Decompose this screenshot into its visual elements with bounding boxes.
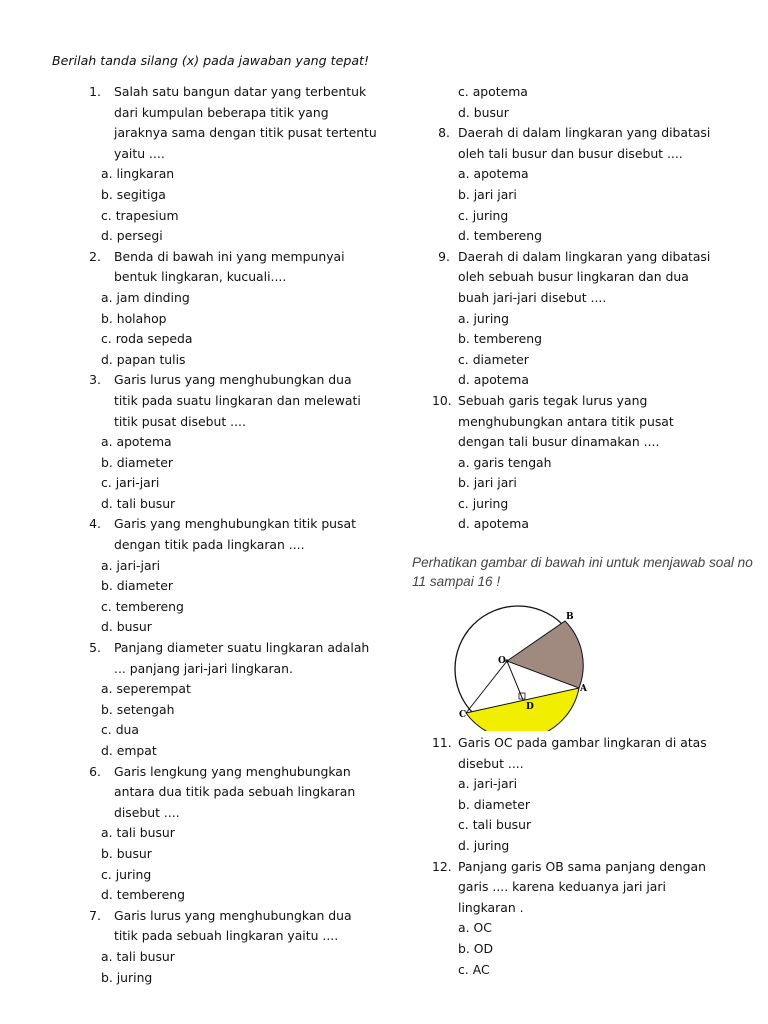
answer-option[interactable]: c. diameter: [458, 351, 529, 367]
answer-option[interactable]: c. AC: [458, 961, 490, 977]
label-a: A: [580, 684, 587, 694]
question-text: Benda di bawah ini yang mempunyai: [114, 248, 345, 264]
question-text: Panjang garis OB sama panjang dengan: [458, 858, 706, 874]
answer-option[interactable]: a. tali busur: [101, 825, 175, 841]
answer-option[interactable]: c. jari-jari: [101, 475, 160, 491]
question-8: [432, 123, 732, 247]
instruction: Berilah tanda silang (x) pada jawaban yang tepat!: [52, 53, 370, 68]
answer-option[interactable]: a. OC: [458, 920, 492, 936]
answer-option[interactable]: d. tembereng: [458, 228, 542, 244]
answer-option[interactable]: b. juring: [101, 969, 153, 985]
question-5: [76, 638, 376, 762]
question-text: dari kumpulan beberapa titik yang: [114, 104, 329, 120]
answer-option[interactable]: a. jari-jari: [101, 557, 161, 573]
answer-option[interactable]: b. diameter: [101, 454, 173, 470]
question-text: ... panjang jari-jari lingkaran.: [114, 660, 293, 676]
answer-option[interactable]: b. setengah: [101, 701, 175, 717]
question-text: disebut ....: [114, 804, 180, 820]
question-text: Garis yang menghubungkan titik pusat: [114, 516, 356, 532]
label-b: B: [566, 612, 574, 622]
answer-option[interactable]: a. lingkaran: [101, 166, 175, 182]
question-1: [76, 82, 376, 247]
answer-option[interactable]: a. seperempat: [101, 681, 191, 697]
center-point: [505, 659, 508, 662]
answer-option[interactable]: d. tali busur: [101, 495, 176, 511]
answer-option[interactable]: c. apotema: [458, 84, 528, 99]
question-text: lingkaran .: [458, 899, 524, 915]
answer-option[interactable]: a. apotema: [458, 166, 529, 182]
question-text: antara dua titik pada sebuah lingkaran: [114, 784, 356, 800]
answer-option[interactable]: d. busur: [101, 619, 152, 635]
answer-option[interactable]: c. roda sepeda: [101, 331, 193, 347]
question-text: bentuk lingkaran, kucuali....: [114, 269, 287, 285]
question-4: [76, 514, 376, 638]
label-d: D: [526, 702, 534, 712]
question-number: 12.: [432, 858, 452, 874]
question-text: oleh tali busur dan busur disebut ....: [458, 145, 683, 161]
answer-option[interactable]: c. juring: [458, 495, 509, 511]
question-text: Sebuah garis tegak lurus yang: [458, 392, 648, 408]
question-text: Garis lengkung yang menghubungkan: [114, 763, 351, 779]
answer-option[interactable]: b. diameter: [458, 796, 530, 812]
question-text: jaraknya sama dengan titik pusat tertentu: [114, 125, 377, 141]
question-text: dengan tali busur dinamakan ....: [458, 434, 660, 450]
answer-option[interactable]: d. apotema: [458, 372, 529, 388]
answer-option[interactable]: c. tali busur: [458, 817, 532, 833]
answer-option[interactable]: b. jari jari: [458, 186, 517, 202]
question-number: 8.: [438, 125, 450, 141]
question-number: 9.: [438, 248, 450, 264]
question-7-continued: [432, 82, 732, 123]
answer-option[interactable]: d. papan tulis: [101, 351, 186, 367]
answer-option[interactable]: d. empat: [101, 743, 157, 758]
answer-option[interactable]: a. jari-jari: [458, 776, 518, 792]
answer-option[interactable]: b. holahop: [101, 310, 167, 326]
question-number: 1.: [89, 84, 101, 99]
question-text: titik pusat disebut ....: [114, 413, 246, 429]
answer-option[interactable]: c. juring: [101, 866, 152, 882]
question-text: oleh sebuah busur lingkaran dan dua: [458, 269, 689, 285]
question-number: 5.: [89, 640, 101, 656]
question-number: 3.: [89, 372, 101, 388]
answer-option[interactable]: c. dua: [101, 722, 140, 738]
question-12: [432, 857, 742, 981]
answer-option[interactable]: a. jam dinding: [101, 289, 190, 305]
question-column-right-lower: [432, 733, 742, 980]
diagram-instruction-note: Perhatikan gambar di bawah ini untuk menjawab soal no 11 sampai 16 !: [412, 555, 753, 589]
question-column-left: [76, 82, 376, 988]
answer-option[interactable]: d. apotema: [458, 516, 529, 532]
question-10: [432, 391, 732, 535]
question-number: 11.: [432, 735, 452, 750]
question-number: 4.: [89, 516, 101, 532]
question-9: [432, 247, 732, 391]
question-text: yaitu ....: [114, 145, 165, 161]
question-column-right: [432, 82, 732, 535]
answer-option[interactable]: b. jari jari: [458, 475, 517, 491]
question-text: Salah satu bangun datar yang terbentuk: [114, 84, 367, 99]
question-number: 10.: [432, 392, 452, 408]
answer-option[interactable]: d. persegi: [101, 228, 163, 244]
answer-option[interactable]: b. diameter: [101, 578, 173, 594]
circle-diagram: [445, 603, 595, 731]
question-number: 7.: [89, 907, 101, 923]
question-11: [432, 733, 742, 857]
answer-option[interactable]: c. juring: [458, 207, 509, 223]
question-text: buah jari-jari disebut ....: [458, 289, 607, 305]
question-6: [76, 762, 376, 906]
answer-option[interactable]: c. trapesium: [101, 207, 179, 223]
answer-option[interactable]: c. tembereng: [101, 598, 184, 614]
question-text: titik pada suatu lingkaran dan melewati: [114, 392, 361, 408]
question-text: menghubungkan antara titik pusat: [458, 413, 674, 429]
question-number: 6.: [89, 763, 101, 779]
question-text: titik pada sebuah lingkaran yaitu ....: [114, 928, 339, 944]
question-text: Garis lurus yang menghubungkan dua: [114, 907, 352, 923]
question-7: [76, 906, 376, 988]
answer-option[interactable]: a. garis tengah: [458, 454, 552, 470]
answer-option[interactable]: b. busur: [101, 845, 152, 861]
label-o: O: [498, 656, 506, 666]
answer-option[interactable]: d. juring: [458, 837, 510, 853]
answer-option[interactable]: b. tembereng: [458, 331, 542, 347]
answer-option[interactable]: b. segitiga: [101, 186, 166, 202]
answer-option[interactable]: a. juring: [458, 310, 510, 326]
question-text: Daerah di dalam lingkaran yang dibatasi: [458, 125, 711, 141]
question-number: 2.: [89, 248, 101, 264]
question-text: disebut ....: [458, 755, 524, 771]
question-text: Panjang diameter suatu lingkaran adalah: [114, 640, 370, 656]
question-text: garis .... karena keduanya jari jari: [458, 879, 666, 895]
answer-option[interactable]: a. tali busur: [101, 948, 175, 964]
label-c: C: [459, 710, 467, 720]
question-2: [76, 247, 376, 371]
question-text: Garis lurus yang menghubungkan dua: [114, 372, 352, 388]
question-text: Garis OC pada gambar lingkaran di atas: [458, 735, 707, 750]
answer-option[interactable]: a. apotema: [101, 434, 172, 450]
answer-option[interactable]: d. tembereng: [101, 887, 185, 903]
question-3: [76, 370, 376, 514]
answer-option[interactable]: d. busur: [458, 104, 509, 120]
question-text: dengan titik pada lingkaran ....: [114, 537, 305, 553]
answer-option[interactable]: b. OD: [458, 940, 494, 956]
question-text: Daerah di dalam lingkaran yang dibatasi: [458, 248, 711, 264]
